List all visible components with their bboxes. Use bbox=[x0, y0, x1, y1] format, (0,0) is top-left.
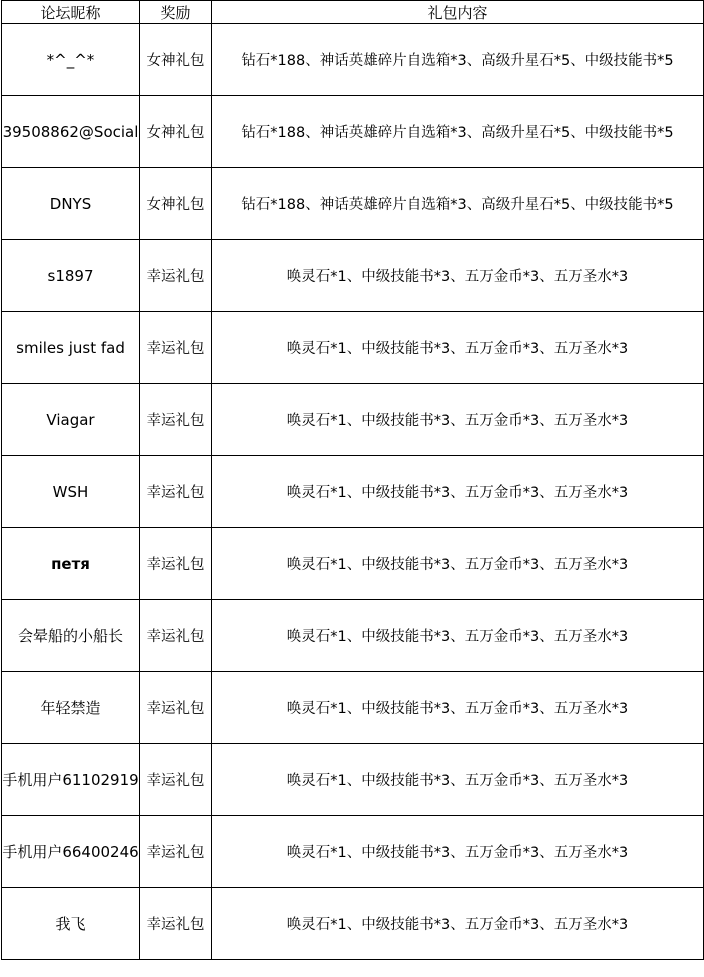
content-cell: 唤灵石*1、中级技能书*3、五万金币*3、五万圣水*3 bbox=[212, 600, 704, 672]
table-row bbox=[2, 888, 704, 960]
reward-cell: 幸运礼包 bbox=[140, 816, 212, 888]
table-row bbox=[2, 240, 704, 312]
table-row bbox=[2, 672, 704, 744]
table-row bbox=[2, 600, 704, 672]
reward-cell: 幸运礼包 bbox=[140, 240, 212, 312]
reward-cell: 幸运礼包 bbox=[140, 456, 212, 528]
nickname-cell: 我飞 bbox=[2, 888, 140, 960]
reward-cell: 女神礼包 bbox=[140, 24, 212, 96]
content-cell: 唤灵石*1、中级技能书*3、五万金币*3、五万圣水*3 bbox=[212, 312, 704, 384]
nickname-cell: smiles just fad bbox=[2, 312, 140, 384]
reward-cell: 女神礼包 bbox=[140, 168, 212, 240]
table-row bbox=[2, 384, 704, 456]
content-cell: 唤灵石*1、中级技能书*3、五万金币*3、五万圣水*3 bbox=[212, 528, 704, 600]
nickname-cell: WSH bbox=[2, 456, 140, 528]
content-cell: 唤灵石*1、中级技能书*3、五万金币*3、五万圣水*3 bbox=[212, 888, 704, 960]
table-row bbox=[2, 456, 704, 528]
content-cell: 唤灵石*1、中级技能书*3、五万金币*3、五万圣水*3 bbox=[212, 672, 704, 744]
nickname-cell: DNYS bbox=[2, 168, 140, 240]
table-row bbox=[2, 816, 704, 888]
reward-cell: 幸运礼包 bbox=[140, 744, 212, 816]
nickname-cell: Viagar bbox=[2, 384, 140, 456]
header-reward: 奖励 bbox=[140, 1, 212, 24]
nickname-cell: *^_^* bbox=[2, 24, 140, 96]
table-row bbox=[2, 96, 704, 168]
reward-cell: 女神礼包 bbox=[140, 96, 212, 168]
header-content: 礼包内容 bbox=[212, 1, 704, 24]
nickname-cell: s1897 bbox=[2, 240, 140, 312]
reward-cell: 幸运礼包 bbox=[140, 888, 212, 960]
content-cell: 唤灵石*1、中级技能书*3、五万金币*3、五万圣水*3 bbox=[212, 384, 704, 456]
table-row bbox=[2, 744, 704, 816]
nickname-cell: 手机用户61102919 bbox=[2, 744, 140, 816]
reward-cell: 幸运礼包 bbox=[140, 312, 212, 384]
content-cell: 唤灵石*1、中级技能书*3、五万金币*3、五万圣水*3 bbox=[212, 744, 704, 816]
table-row bbox=[2, 312, 704, 384]
reward-cell: 幸运礼包 bbox=[140, 528, 212, 600]
content-cell: 钻石*188、神话英雄碎片自选箱*3、高级升星石*5、中级技能书*5 bbox=[212, 168, 704, 240]
nickname-cell: 39508862@Social bbox=[2, 96, 140, 168]
content-cell: 唤灵石*1、中级技能书*3、五万金币*3、五万圣水*3 bbox=[212, 816, 704, 888]
table-row bbox=[2, 528, 704, 600]
content-cell: 唤灵石*1、中级技能书*3、五万金币*3、五万圣水*3 bbox=[212, 456, 704, 528]
table-row bbox=[2, 168, 704, 240]
nickname-cell: 手机用户66400246 bbox=[2, 816, 140, 888]
nickname-cell: 年轻禁造 bbox=[2, 672, 140, 744]
header-row bbox=[2, 1, 704, 24]
nickname-cell: петя bbox=[2, 528, 140, 600]
nickname-cell: 会晕船的小船长 bbox=[2, 600, 140, 672]
table-row bbox=[2, 24, 704, 96]
content-cell: 唤灵石*1、中级技能书*3、五万金币*3、五万圣水*3 bbox=[212, 240, 704, 312]
header-nickname: 论坛昵称 bbox=[2, 1, 140, 24]
content-cell: 钻石*188、神话英雄碎片自选箱*3、高级升星石*5、中级技能书*5 bbox=[212, 24, 704, 96]
reward-cell: 幸运礼包 bbox=[140, 672, 212, 744]
reward-cell: 幸运礼包 bbox=[140, 600, 212, 672]
content-cell: 钻石*188、神话英雄碎片自选箱*3、高级升星石*5、中级技能书*5 bbox=[212, 96, 704, 168]
reward-cell: 幸运礼包 bbox=[140, 384, 212, 456]
reward-table bbox=[1, 0, 704, 960]
